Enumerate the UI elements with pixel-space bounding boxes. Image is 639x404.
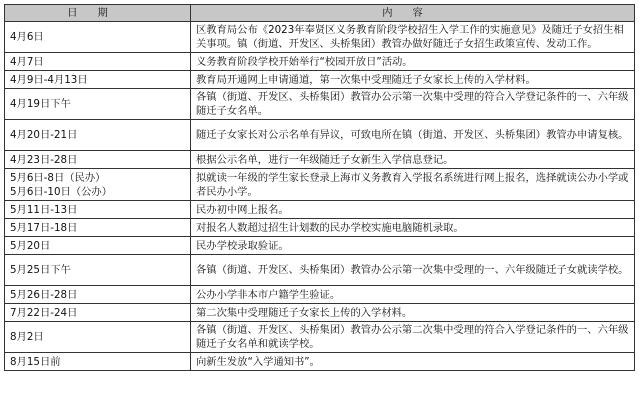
table-row [5, 286, 635, 304]
date-cell [5, 53, 191, 71]
table-row [5, 89, 635, 120]
content-cell: 区教育局公布《2023年奉贤区义务教育阶段学校招生入学工作的实施意见》及随迁子女招生相关事项。镇（街道、开发区、头桥集团）教管办做好随迁子女招生政策宣传、发动工作。 [191, 22, 635, 53]
schedule-table-container [4, 4, 634, 371]
table-row [5, 237, 635, 255]
date-text: 4月19日下午 [10, 98, 71, 110]
content-cell: 拟就读一年级的学生家长登录上海市义务教育入学报名系统进行网上报名，选择就读公办小学或者民办小学。 [191, 169, 635, 201]
content-cell: 民办初中网上报名。 [191, 201, 635, 219]
date-text: 5月25日下午 [10, 264, 71, 276]
date-text: 5月17日-18日 [10, 221, 78, 234]
date-text: 4月7日 [10, 55, 44, 68]
header-date: 日期 [5, 5, 191, 22]
date-text: 8月2日 [10, 331, 44, 343]
content-cell: 第二次集中受理随迁子女家长上传的入学材料。 [191, 304, 635, 322]
date-text: 5月20日 [10, 239, 51, 252]
date-cell [5, 169, 191, 201]
date-cell [5, 89, 191, 120]
content-cell: 公办小学非本市户籍学生验证。 [191, 286, 635, 304]
table-row [5, 22, 635, 53]
table-body [5, 22, 635, 371]
content-cell: 根据公示名单，进行一年级随迁子女新生入学信息登记。 [191, 151, 635, 169]
table-row [5, 120, 635, 151]
table-row [5, 304, 635, 322]
header-content: 内容 [191, 5, 635, 22]
content-cell: 义务教育阶段学校开始举行“校园开放日”活动。 [191, 53, 635, 71]
date-text: 5月6日-10日（公办） [10, 185, 112, 198]
date-cell [5, 219, 191, 237]
content-cell: 民办学校录取验证。 [191, 237, 635, 255]
content-cell: 各镇（街道、开发区、头桥集团）教管办公示第一次集中受理的符合入学登记条件的一、六年级随迁子女名单。 [191, 89, 635, 120]
table-row [5, 53, 635, 71]
date-text: 4月6日 [10, 31, 44, 43]
date-cell [5, 286, 191, 304]
date-cell [5, 237, 191, 255]
table-row [5, 151, 635, 169]
date-text: 5月6日-8日（民办） [10, 171, 106, 184]
date-cell [5, 353, 191, 371]
content-cell: 对报名人数超过招生计划数的民办学校实施电脑随机录取。 [191, 219, 635, 237]
date-text: 8月15日前 [10, 355, 61, 368]
content-cell: 向新生发放“入学通知书”。 [191, 353, 635, 371]
date-text: 4月20日-21日 [10, 129, 78, 141]
table-row [5, 71, 635, 89]
date-cell [5, 151, 191, 169]
enrollment-schedule-table [4, 4, 635, 371]
date-cell [5, 22, 191, 53]
table-row [5, 322, 635, 353]
table-header-row [5, 5, 635, 22]
date-cell [5, 304, 191, 322]
content-cell: 各镇（街道、开发区、头桥集团）教管办公示第一次集中受理的一、六年级随迁子女就读学校。 [191, 255, 635, 286]
content-cell: 随迁子女家长对公示名单有异议，可致电所在镇（街道、开发区、头桥集团）教管办申请复核。 [191, 120, 635, 151]
table-row [5, 255, 635, 286]
date-text: 5月11日-13日 [10, 203, 78, 216]
date-cell [5, 322, 191, 353]
date-text: 4月23日-28日 [10, 153, 78, 166]
table-row [5, 201, 635, 219]
table-row [5, 169, 635, 201]
content-cell: 各镇（街道、开发区、头桥集团）教管办公示第二次集中受理的符合入学登记条件的一、六年级随迁子女名单和就读学校。 [191, 322, 635, 353]
table-row [5, 353, 635, 371]
date-text: 4月9日-4月13日 [10, 73, 88, 86]
date-cell [5, 201, 191, 219]
date-cell [5, 255, 191, 286]
content-cell: 教育局开通网上申请通道，第一次集中受理随迁子女家长上传的入学材料。 [191, 71, 635, 89]
date-cell [5, 120, 191, 151]
table-row [5, 219, 635, 237]
date-text: 5月26日-28日 [10, 288, 78, 301]
date-text: 7月22日-24日 [10, 306, 78, 319]
date-cell [5, 71, 191, 89]
